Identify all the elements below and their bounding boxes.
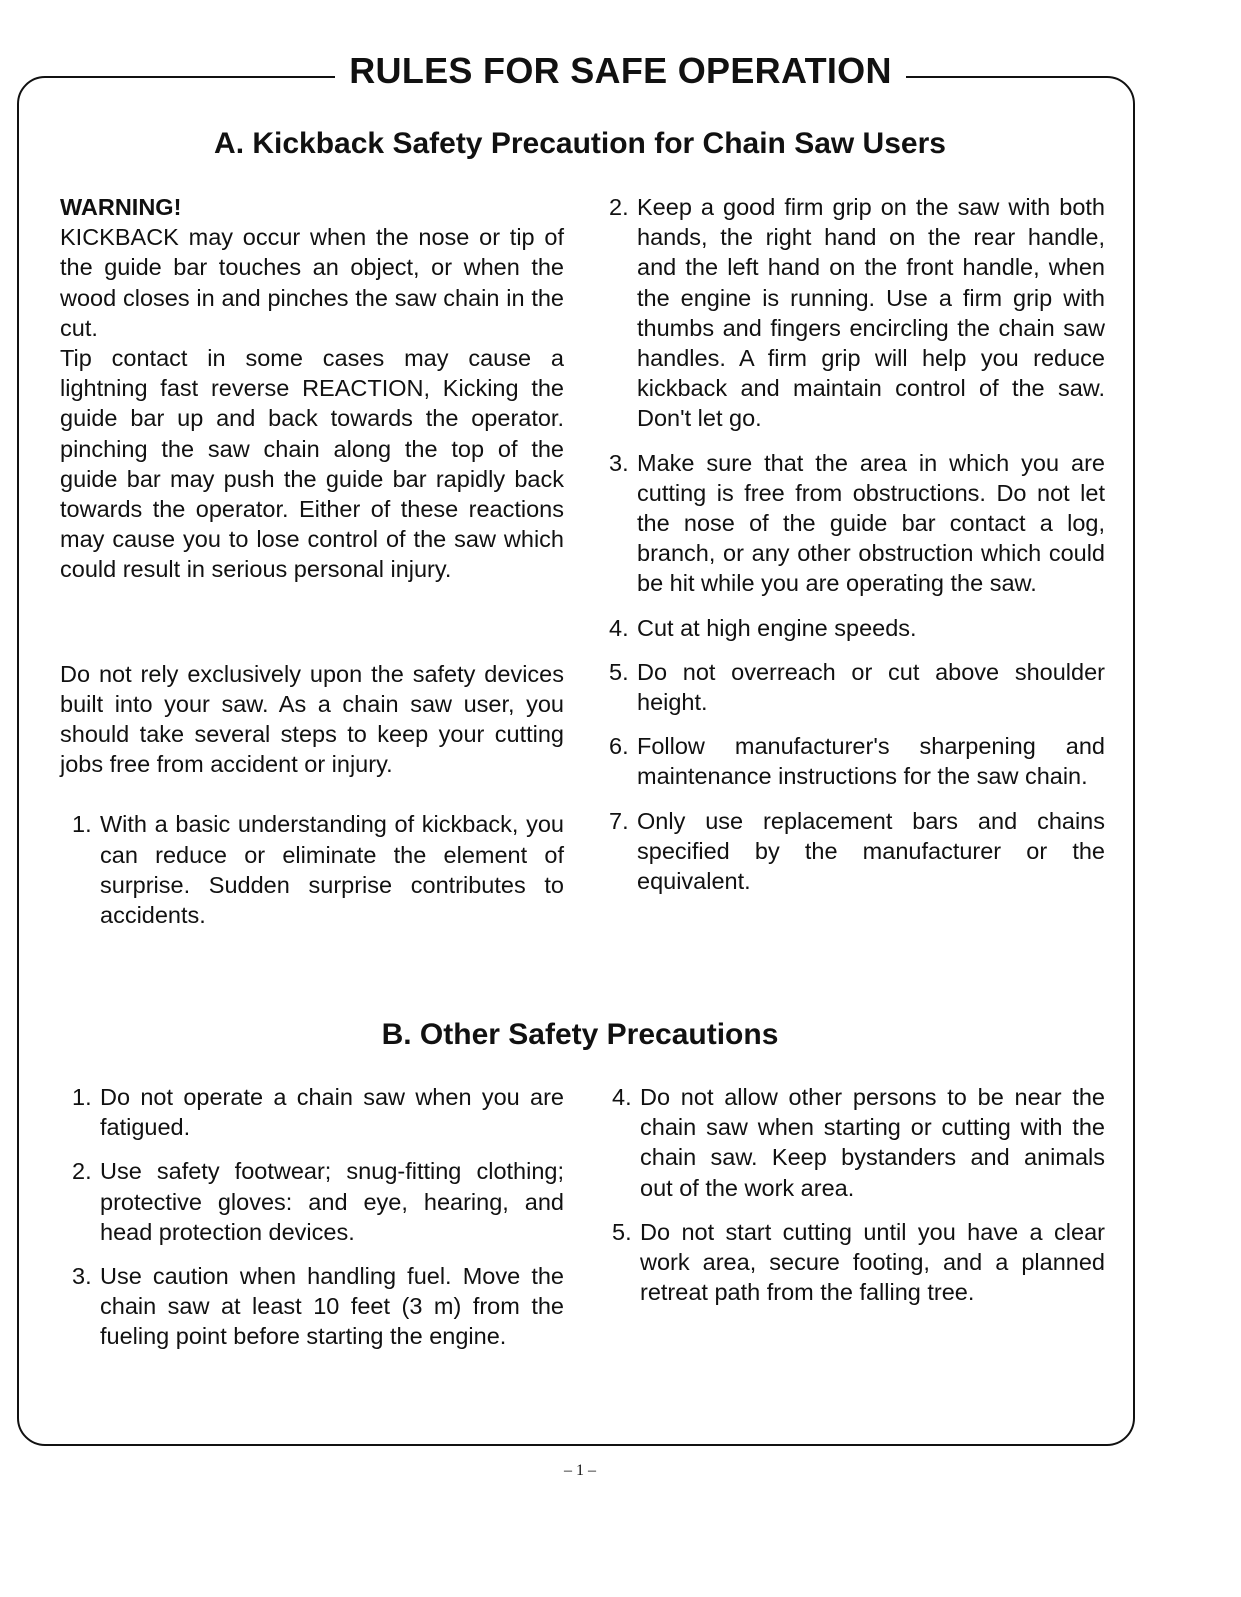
item-number: 2.: [609, 194, 629, 220]
section-b-left-column: [72, 1082, 564, 1352]
item-number: 5.: [609, 658, 629, 685]
item-text: Use safety footwear; snug-fitting clothing; protective gloves: and eye, hearing, and head protection devices.: [100, 1158, 564, 1245]
list-item: [72, 1261, 564, 1352]
section-b-heading: B. Other Safety Precautions: [381, 1018, 779, 1051]
warning-paragraph-1: KICKBACK may occur when the nose or tip of the guide bar touches an object, or when the wood closes in and pinches the saw chain in the cut.: [60, 224, 564, 341]
list-item: [609, 448, 1105, 599]
page-number: – 1 –: [564, 1462, 596, 1479]
item-number: 2.: [72, 1158, 92, 1185]
item-number: 1.: [72, 1084, 92, 1110]
list-item: [612, 1217, 1105, 1308]
section-a-list-left: [72, 809, 564, 930]
section-a-list-right: [609, 192, 1105, 896]
list-item: [609, 657, 1105, 717]
item-number: 6.: [609, 733, 629, 760]
warning-paragraph-2: Tip contact in some cases may cause a lightning fast reverse REACTION, Kicking the guide bar up and back towards the operator. pinching the saw chain along the top of the guide bar may push the guide bar rapidly back towards the operator. Either of these reactions may cause you to lose control of the saw which could result in serious personal injury.: [60, 345, 564, 583]
item-number: 1.: [72, 811, 92, 838]
warning-label: WARNING!: [60, 194, 182, 220]
item-number: 4.: [609, 614, 629, 641]
page-title: [0, 50, 1241, 92]
list-item: [609, 806, 1105, 897]
section-a-right-column: [609, 192, 1105, 896]
list-item: [72, 1082, 564, 1142]
item-text: Cut at high engine speeds.: [637, 614, 917, 641]
section-b-right-column: [612, 1082, 1105, 1307]
item-text: Only use replacement bars and chains specified by the manufacturer or the equivalent.: [637, 807, 1105, 895]
list-item: [612, 1082, 1105, 1203]
intro-paragraph: Do not rely exclusively upon the safety devices built into your saw. As a chain saw user, you should take several steps to keep your cutting jobs free from accident or injury.: [60, 660, 564, 778]
item-number: 3.: [72, 1263, 92, 1290]
item-text: Use caution when handling fuel. Move the chain saw at least 10 feet (3 m) from the fueling point before starting the engine.: [100, 1263, 564, 1350]
list-item: [609, 192, 1105, 434]
section-a-heading: A. Kickback Safety Precaution for Chain Saw Users: [214, 127, 946, 160]
item-text: Do not start cutting until you have a clear work area, secure footing, and a planned retreat path from the falling tree.: [640, 1218, 1105, 1306]
page-title-text: RULES FOR SAFE OPERATION: [335, 50, 906, 91]
item-number: 4.: [612, 1084, 632, 1110]
item-text: With a basic understanding of kickback, you can reduce or eliminate the element of surprise. Sudden surprise contributes to accidents.: [100, 811, 564, 929]
list-item: [72, 809, 564, 930]
item-number: 7.: [609, 807, 629, 834]
item-text: Do not overreach or cut above shoulder height.: [637, 658, 1105, 716]
section-a-left-column: [60, 192, 564, 930]
list-item: [72, 1156, 564, 1247]
list-item: [609, 731, 1105, 791]
item-text: Do not allow other persons to be near the chain saw when starting or cutting with the chain saw. Keep bystanders and animals out of the work area.: [640, 1084, 1105, 1201]
item-number: 3.: [609, 449, 629, 476]
item-text: Do not operate a chain saw when you are fatigued.: [100, 1084, 564, 1141]
item-text: Make sure that the area in which you are cutting is free from obstructions. Do not let the nose of the guide bar contact a log, branch, or any other obstruction which could be hit while you are operating the saw.: [637, 449, 1105, 597]
list-item: [609, 613, 1105, 643]
item-text: Keep a good firm grip on the saw with both hands, the right hand on the rear handle, and the left hand on the front handle, when the engine is running. Use a firm grip with thumbs and fingers encircling the chain saw handles. A firm grip will help you reduce kickback and maintain control of the saw. Don't let go.: [637, 194, 1105, 432]
item-text: Follow manufacturer's sharpening and maintenance instructions for the saw chain.: [637, 733, 1105, 790]
section-b-list-left: [72, 1082, 564, 1352]
section-b-list-right: [612, 1082, 1105, 1307]
item-number: 5.: [612, 1218, 632, 1245]
